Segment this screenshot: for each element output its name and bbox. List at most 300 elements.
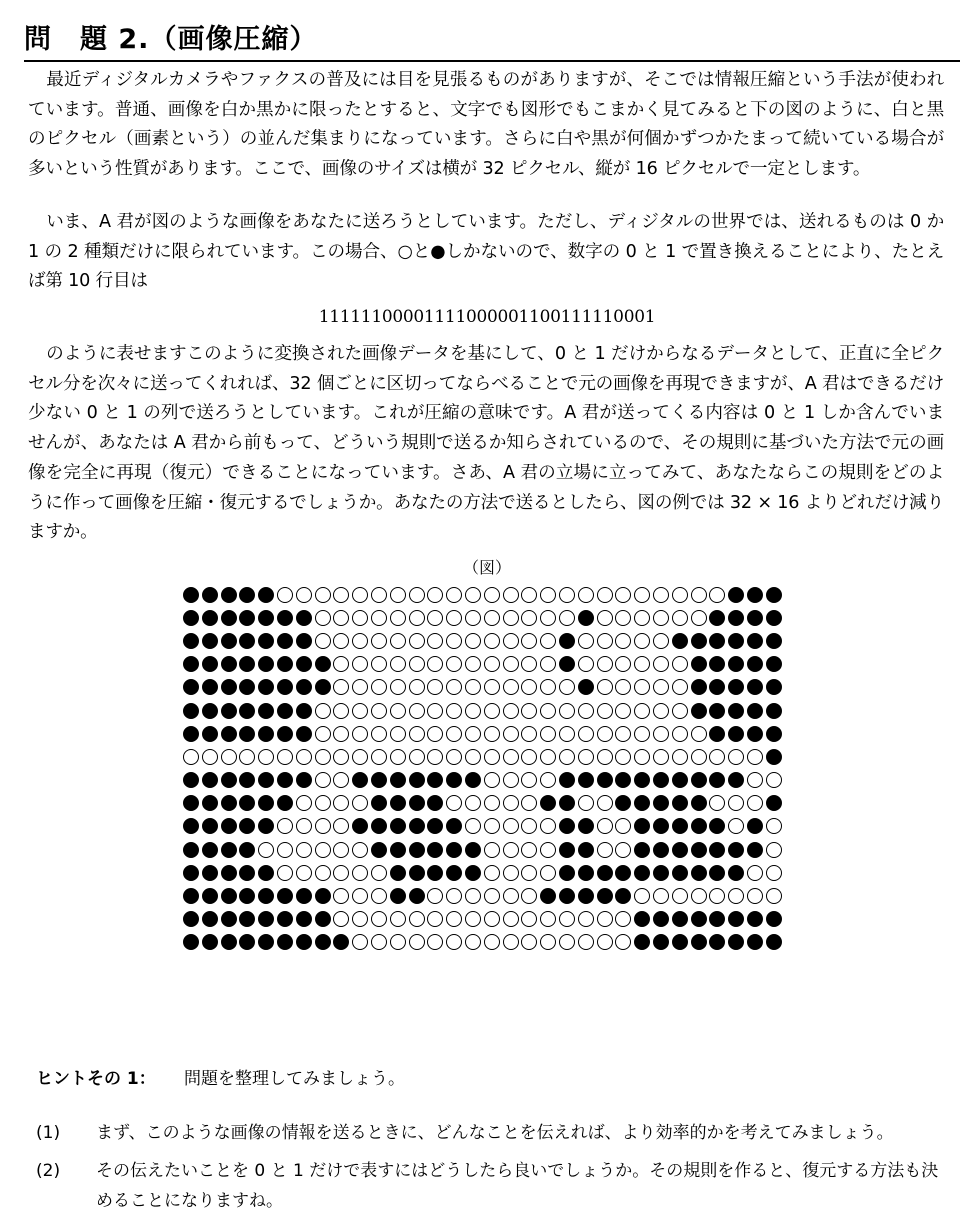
black-pixel: [728, 911, 744, 927]
white-pixel: [352, 679, 368, 695]
black-pixel: [183, 656, 199, 672]
hint-intro: 問題を整理してみましょう。: [184, 1069, 405, 1089]
black-pixel: [766, 656, 782, 672]
black-pixel: [202, 772, 218, 788]
black-pixel: [409, 772, 425, 788]
black-pixel: [747, 703, 763, 719]
white-pixel: [371, 865, 387, 881]
white-pixel: [427, 911, 443, 927]
white-pixel: [672, 726, 688, 742]
black-pixel: [446, 818, 462, 834]
white-pixel: [615, 911, 631, 927]
white-pixel: [597, 703, 613, 719]
black-pixel: [728, 587, 744, 603]
white-pixel: [503, 679, 519, 695]
white-pixel: [503, 888, 519, 904]
white-pixel: [615, 749, 631, 765]
white-pixel: [521, 633, 537, 649]
black-pixel: [559, 795, 575, 811]
white-pixel: [597, 749, 613, 765]
black-pixel: [709, 633, 725, 649]
white-pixel: [503, 911, 519, 927]
white-pixel: [521, 726, 537, 742]
white-pixel: [390, 633, 406, 649]
black-pixel: [258, 772, 274, 788]
white-pixel: [427, 656, 443, 672]
white-pixel: [578, 656, 594, 672]
white-pixel: [427, 679, 443, 695]
white-pixel: [597, 656, 613, 672]
white-pixel: [371, 888, 387, 904]
black-pixel: [653, 865, 669, 881]
white-pixel: [352, 587, 368, 603]
black-pixel: [691, 679, 707, 695]
black-pixel: [202, 795, 218, 811]
white-pixel: [503, 656, 519, 672]
black-pixel: [258, 911, 274, 927]
black-pixel: [578, 888, 594, 904]
white-pixel: [446, 587, 462, 603]
black-pixel: [766, 911, 782, 927]
black-pixel: [390, 842, 406, 858]
white-pixel: [277, 587, 293, 603]
white-pixel: [540, 818, 556, 834]
black-pixel: [183, 703, 199, 719]
black-pixel: [258, 726, 274, 742]
black-pixel: [653, 818, 669, 834]
black-pixel: [390, 865, 406, 881]
hint-item-1: [36, 1118, 946, 1148]
black-pixel: [427, 818, 443, 834]
white-pixel: [540, 865, 556, 881]
white-pixel: [390, 749, 406, 765]
white-pixel: [465, 703, 481, 719]
black-pixel: [653, 934, 669, 950]
white-pixel: [521, 818, 537, 834]
hint-item-2-text: その伝えたいことを 0 と 1 だけで表すにはどうしたら良いでしょうか。その規則を作ると、復元する方法も決めることになりますね。: [96, 1161, 939, 1211]
white-pixel: [653, 656, 669, 672]
black-pixel: [296, 633, 312, 649]
white-pixel: [615, 679, 631, 695]
black-pixel: [183, 610, 199, 626]
black-pixel: [239, 842, 255, 858]
white-pixel: [672, 679, 688, 695]
white-pixel: [409, 633, 425, 649]
black-pixel: [766, 749, 782, 765]
white-pixel: [446, 726, 462, 742]
black-pixel: [427, 842, 443, 858]
white-pixel: [521, 587, 537, 603]
black-pixel: [672, 772, 688, 788]
white-pixel: [409, 911, 425, 927]
black-pixel: [183, 679, 199, 695]
black-pixel: [634, 934, 650, 950]
white-pixel: [484, 587, 500, 603]
white-pixel: [597, 679, 613, 695]
black-pixel: [183, 842, 199, 858]
black-pixel: [578, 772, 594, 788]
black-pixel: [239, 772, 255, 788]
black-pixel: [709, 679, 725, 695]
white-pixel: [597, 934, 613, 950]
example-bit-string: 11111100001111000001100111110001: [318, 307, 656, 327]
white-pixel: [634, 656, 650, 672]
white-pixel: [484, 911, 500, 927]
black-pixel: [728, 633, 744, 649]
white-pixel: [446, 633, 462, 649]
black-pixel: [315, 679, 331, 695]
white-pixel: [521, 656, 537, 672]
black-pixel: [766, 587, 782, 603]
white-pixel: [766, 888, 782, 904]
black-pixel: [239, 703, 255, 719]
black-pixel: [371, 795, 387, 811]
white-pixel: [371, 679, 387, 695]
black-pixel: [672, 842, 688, 858]
black-pixel: [390, 888, 406, 904]
black-pixel: [634, 865, 650, 881]
white-pixel: [521, 842, 537, 858]
white-pixel: [296, 865, 312, 881]
black-pixel: [239, 818, 255, 834]
white-pixel: [747, 749, 763, 765]
white-pixel: [221, 749, 237, 765]
white-pixel: [352, 795, 368, 811]
white-pixel: [333, 842, 349, 858]
white-pixel: [352, 610, 368, 626]
black-pixel: [409, 865, 425, 881]
black-pixel: [634, 842, 650, 858]
white-pixel: [333, 726, 349, 742]
white-pixel: [691, 749, 707, 765]
black-pixel: [183, 587, 199, 603]
white-pixel: [371, 633, 387, 649]
black-pixel: [221, 587, 237, 603]
black-pixel: [183, 818, 199, 834]
black-pixel: [709, 865, 725, 881]
hint-item-1-text: まず、このような画像の情報を送るときに、どんなことを伝えれば、より効率的かを考えてみましょう。: [96, 1123, 894, 1143]
white-pixel: [315, 772, 331, 788]
white-pixel: [521, 934, 537, 950]
white-pixel: [409, 934, 425, 950]
white-pixel: [691, 726, 707, 742]
white-pixel: [634, 726, 650, 742]
black-pixel: [446, 865, 462, 881]
black-pixel: [202, 818, 218, 834]
white-pixel: [597, 610, 613, 626]
white-pixel: [446, 610, 462, 626]
white-pixel: [352, 633, 368, 649]
black-pixel: [390, 795, 406, 811]
white-pixel: [333, 679, 349, 695]
white-pixel: [465, 633, 481, 649]
white-pixel: [296, 587, 312, 603]
black-pixel: [559, 656, 575, 672]
black-pixel: [239, 911, 255, 927]
white-pixel: [597, 842, 613, 858]
hint-item-1-number: (1): [36, 1123, 61, 1143]
white-pixel: [503, 795, 519, 811]
black-pixel: [559, 818, 575, 834]
black-pixel: [728, 865, 744, 881]
white-pixel: [333, 703, 349, 719]
white-pixel: [446, 911, 462, 927]
black-pixel: [239, 656, 255, 672]
white-pixel: [672, 656, 688, 672]
black-pixel: [239, 587, 255, 603]
white-pixel: [409, 587, 425, 603]
black-pixel: [277, 703, 293, 719]
black-pixel: [277, 726, 293, 742]
white-pixel: [578, 726, 594, 742]
white-pixel: [390, 911, 406, 927]
white-pixel: [503, 610, 519, 626]
white-pixel: [352, 703, 368, 719]
white-pixel: [521, 679, 537, 695]
black-pixel: [409, 842, 425, 858]
white-pixel: [315, 795, 331, 811]
white-pixel: [371, 934, 387, 950]
black-pixel: [615, 865, 631, 881]
white-pixel: [352, 888, 368, 904]
white-pixel: [277, 865, 293, 881]
black-pixel: [183, 934, 199, 950]
black-pixel: [446, 842, 462, 858]
white-pixel: [634, 610, 650, 626]
white-pixel: [540, 842, 556, 858]
white-pixel: [653, 610, 669, 626]
black-pixel: [202, 842, 218, 858]
black-pixel: [352, 818, 368, 834]
white-pixel: [728, 818, 744, 834]
black-pixel: [747, 934, 763, 950]
white-pixel: [315, 749, 331, 765]
white-pixel: [333, 610, 349, 626]
white-pixel: [615, 818, 631, 834]
black-pixel: [202, 726, 218, 742]
black-pixel: [747, 679, 763, 695]
white-pixel: [427, 703, 443, 719]
white-pixel: [540, 679, 556, 695]
black-pixel: [239, 633, 255, 649]
white-pixel: [615, 610, 631, 626]
black-pixel: [277, 888, 293, 904]
black-pixel: [653, 772, 669, 788]
white-pixel: [540, 703, 556, 719]
black-pixel: [691, 865, 707, 881]
white-pixel: [352, 934, 368, 950]
black-pixel: [766, 610, 782, 626]
black-pixel: [296, 772, 312, 788]
black-pixel: [578, 865, 594, 881]
white-pixel: [371, 587, 387, 603]
white-pixel: [540, 749, 556, 765]
white-pixel: [559, 911, 575, 927]
white-pixel: [728, 888, 744, 904]
black-pixel: [427, 795, 443, 811]
black-pixel: [258, 656, 274, 672]
white-pixel: [766, 818, 782, 834]
black-pixel: [465, 865, 481, 881]
black-pixel: [559, 842, 575, 858]
white-pixel: [258, 749, 274, 765]
white-pixel: [296, 842, 312, 858]
black-pixel: [709, 772, 725, 788]
black-pixel: [202, 610, 218, 626]
white-pixel: [183, 749, 199, 765]
black-pixel: [597, 772, 613, 788]
white-pixel: [371, 726, 387, 742]
white-pixel: [634, 587, 650, 603]
black-pixel: [615, 772, 631, 788]
black-pixel: [221, 610, 237, 626]
white-pixel: [766, 865, 782, 881]
white-pixel: [352, 842, 368, 858]
white-pixel: [352, 749, 368, 765]
white-pixel: [615, 656, 631, 672]
white-pixel: [390, 703, 406, 719]
black-pixel: [709, 610, 725, 626]
white-pixel: [427, 888, 443, 904]
black-pixel: [615, 888, 631, 904]
white-pixel: [296, 818, 312, 834]
white-pixel: [315, 726, 331, 742]
black-pixel: [221, 703, 237, 719]
white-pixel: [634, 749, 650, 765]
black-pixel: [409, 888, 425, 904]
white-pixel: [315, 842, 331, 858]
white-pixel: [728, 795, 744, 811]
black-pixel: [202, 703, 218, 719]
black-pixel: [559, 633, 575, 649]
black-pixel: [766, 934, 782, 950]
white-pixel: [333, 656, 349, 672]
black-pixel: [315, 888, 331, 904]
black-pixel: [258, 818, 274, 834]
white-pixel: [615, 703, 631, 719]
black-pixel: [691, 911, 707, 927]
black-pixel: [202, 656, 218, 672]
black-pixel: [578, 610, 594, 626]
black-pixel: [202, 911, 218, 927]
black-pixel: [371, 772, 387, 788]
white-pixel: [503, 703, 519, 719]
white-pixel: [672, 888, 688, 904]
black-pixel: [183, 865, 199, 881]
black-pixel: [390, 818, 406, 834]
black-pixel: [578, 679, 594, 695]
white-pixel: [315, 865, 331, 881]
white-pixel: [521, 865, 537, 881]
white-pixel: [446, 934, 462, 950]
white-pixel: [333, 633, 349, 649]
black-pixel: [427, 772, 443, 788]
black-pixel: [258, 610, 274, 626]
white-pixel: [409, 726, 425, 742]
white-pixel: [484, 749, 500, 765]
white-pixel: [277, 749, 293, 765]
black-pixel: [258, 795, 274, 811]
white-pixel: [653, 587, 669, 603]
black-pixel: [672, 795, 688, 811]
white-pixel: [521, 772, 537, 788]
white-pixel: [371, 911, 387, 927]
white-pixel: [597, 726, 613, 742]
white-pixel: [503, 818, 519, 834]
black-pixel: [183, 633, 199, 649]
black-pixel: [315, 911, 331, 927]
black-pixel: [540, 795, 556, 811]
black-pixel: [258, 633, 274, 649]
black-pixel: [747, 911, 763, 927]
black-pixel: [277, 795, 293, 811]
black-pixel: [766, 679, 782, 695]
white-pixel: [578, 633, 594, 649]
white-pixel: [559, 934, 575, 950]
white-pixel: [540, 656, 556, 672]
black-pixel: [691, 818, 707, 834]
white-pixel: [315, 818, 331, 834]
white-pixel: [521, 795, 537, 811]
hint-heading: ヒントその 1：: [36, 1069, 156, 1089]
white-pixel: [465, 911, 481, 927]
white-pixel: [315, 633, 331, 649]
white-pixel: [352, 726, 368, 742]
white-pixel: [446, 679, 462, 695]
white-pixel: [597, 587, 613, 603]
white-pixel: [709, 587, 725, 603]
white-pixel: [653, 703, 669, 719]
white-pixel: [484, 772, 500, 788]
hint-item-2-number: (2): [36, 1161, 61, 1181]
white-pixel: [315, 703, 331, 719]
white-pixel: [352, 656, 368, 672]
black-pixel: [239, 610, 255, 626]
black-pixel: [183, 888, 199, 904]
white-pixel: [333, 865, 349, 881]
white-pixel: [503, 726, 519, 742]
black-pixel: [427, 865, 443, 881]
paragraph-setup-text: いま、A 君が図のような画像をあなたに送ろうとしています。ただし、ディジタルの世界では、送れるものは 0 か 1 の 2 種類だけに限られています。この場合、○と●しかないので、数字の 0 と 1 で置き換えることにより、たとえば第 10 行目は: [28, 212, 944, 292]
black-pixel: [239, 934, 255, 950]
white-pixel: [691, 587, 707, 603]
white-pixel: [484, 610, 500, 626]
black-pixel: [691, 656, 707, 672]
white-pixel: [540, 934, 556, 950]
black-pixel: [672, 934, 688, 950]
white-pixel: [465, 587, 481, 603]
black-pixel: [258, 587, 274, 603]
white-pixel: [371, 703, 387, 719]
black-pixel: [728, 772, 744, 788]
black-pixel: [296, 703, 312, 719]
white-pixel: [540, 587, 556, 603]
black-pixel: [296, 656, 312, 672]
white-pixel: [484, 865, 500, 881]
white-pixel: [672, 749, 688, 765]
black-pixel: [747, 726, 763, 742]
black-pixel: [258, 934, 274, 950]
white-pixel: [672, 703, 688, 719]
figure-caption: （図）: [462, 558, 511, 577]
black-pixel: [409, 818, 425, 834]
black-pixel: [390, 772, 406, 788]
white-pixel: [352, 911, 368, 927]
black-pixel: [221, 633, 237, 649]
white-pixel: [615, 587, 631, 603]
white-pixel: [540, 633, 556, 649]
white-pixel: [333, 818, 349, 834]
